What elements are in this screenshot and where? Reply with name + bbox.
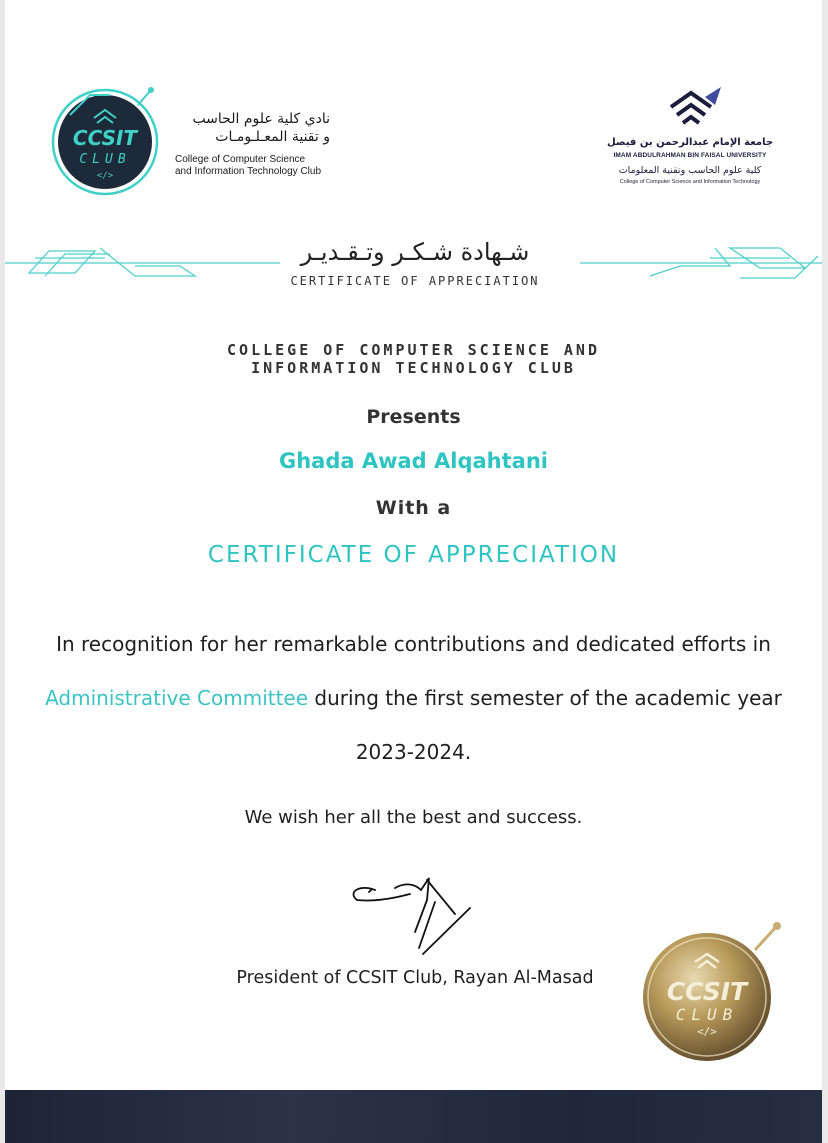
with-a-text: With a xyxy=(375,497,452,519)
university-logo-mark xyxy=(665,85,725,135)
seal-bottom-text: CLUB xyxy=(675,1005,739,1024)
president-signature-line: President of CCSIT Club, Rayan Al-Masad xyxy=(236,968,594,988)
ccsit-club-logo xyxy=(50,85,165,200)
club-name-arabic-line1: نادي كلية علوم الحاسب xyxy=(192,111,330,127)
banner-title-arabic: شـهادة شـكـر وتـقـديـر xyxy=(300,238,530,266)
certificate-page xyxy=(5,0,822,1143)
club-name-arabic xyxy=(170,110,330,146)
club-logo-code-text: </> xyxy=(96,171,114,181)
college-line-2: INFORMATION TECHNOLOGY CLUB xyxy=(251,359,576,377)
seal-code-text: </> xyxy=(697,1025,717,1038)
recognition-text-part1: In recognition for her remarkable contributions and dedicated efforts in xyxy=(56,632,771,656)
certificate-title: CERTIFICATE OF APPRECIATION xyxy=(207,542,620,568)
club-logo-bottom-text: CLUB xyxy=(79,152,131,167)
signature-image xyxy=(335,870,495,965)
club-name-english-line1: College of Computer Science xyxy=(175,154,306,165)
club-name-english xyxy=(175,154,355,178)
banner-decoration-right xyxy=(580,238,822,288)
banner-title-english: CERTIFICATE OF APPRECIATION xyxy=(290,274,540,288)
college-line-1: COLLEGE OF COMPUTER SCIENCE AND xyxy=(227,341,600,359)
wish-text: We wish her all the best and success. xyxy=(244,807,583,828)
presents-text: Presents xyxy=(366,406,461,428)
recognition-text-part2: during the first semester of the academic year 2023-2024. xyxy=(308,686,782,764)
club-logo-top-text: CCSIT xyxy=(72,126,138,150)
club-name-english-line2: and Information Technology Club xyxy=(175,166,322,177)
university-name-arabic: جامعة الإمام عبدالرحمن بن فيصل xyxy=(606,137,774,148)
banner-decoration-left xyxy=(5,238,285,288)
club-name-arabic-line2: و تقنية المعـلـومـات xyxy=(215,129,330,145)
footer-band xyxy=(5,1090,822,1143)
seal-top-text: CCSIT xyxy=(666,977,748,1006)
gold-club-seal xyxy=(637,920,787,1065)
university-college-arabic: كلية علوم الحاسب وتقنية المعلومات xyxy=(618,165,762,176)
recipient-name: Ghada Awad Alqahtani xyxy=(278,449,548,473)
university-name-english: IMAM ABDULRAHMAN BIN FAISAL UNIVERSITY xyxy=(613,152,767,159)
recognition-paragraph xyxy=(45,617,782,779)
committee-name: Administrative Committee xyxy=(45,686,309,710)
university-college-english: College of Computer Science and Information Technology xyxy=(619,179,761,185)
